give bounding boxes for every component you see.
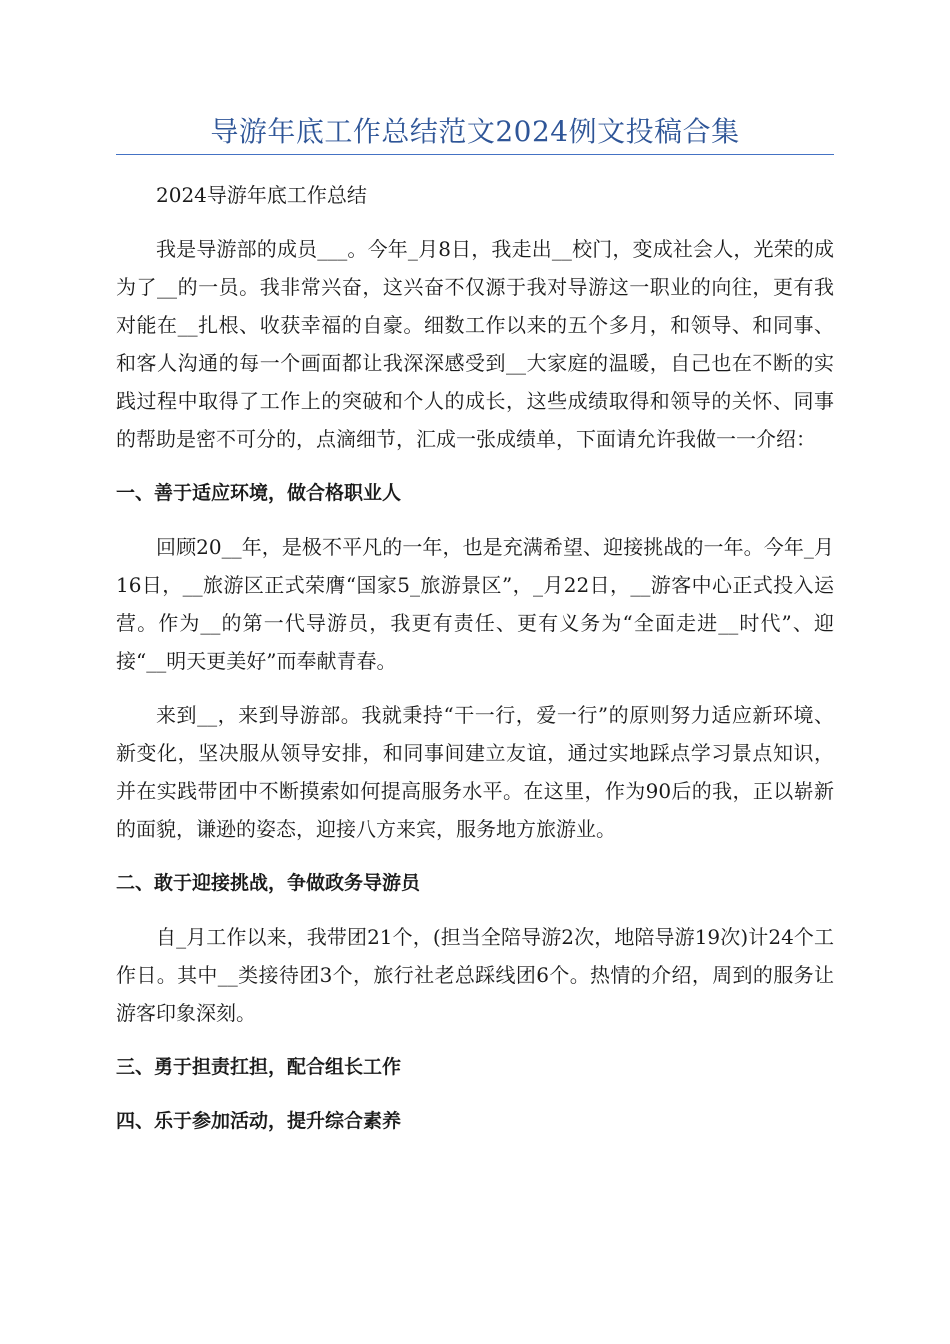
document-subtitle: 2024导游年底工作总结 <box>156 183 367 207</box>
title-underline <box>116 154 834 155</box>
section-heading-2: 二、敢于迎接挑战，争做政务导游员 <box>116 872 421 894</box>
section-heading-3: 三、勇于担责扛担，配合组长工作 <box>116 1056 402 1078</box>
paragraph-adapt: 来到__，来到导游部。我就秉持“干一行，爱一行”的原则努力适应新环境、新变化，坚决服从领导安排，和同事间建立友谊，通过实地踩点学习景点知识，并在实践带团中不断摸索如何提高服务水平。在这里，作为90后的我，正以崭新的面貌，谦逊的姿态，迎接八方来宾，服务地方旅游业。 <box>116 703 834 841</box>
section-heading-1: 一、善于适应环境，做合格职业人 <box>116 482 402 504</box>
document-body <box>116 176 834 1156</box>
paragraph-review: 回顾20__年，是极不平凡的一年，也是充满希望、迎接挑战的一年。今年_月16日，__旅游区正式荣膺“国家5_旅游景区”，_月22日，__游客中心正式投入运营。作为__的第一代导游员，我更有责任、更有义务为“全面走进__时代”、迎接“__明天更美好”而奉献青春。 <box>116 535 834 673</box>
document-title: 导游年底工作总结范文2024例文投稿合集 <box>210 115 740 148</box>
paragraph-tours: 自_月工作以来，我带团21个，(担当全陪导游2次，地陪导游19次)计24个工作日。其中__类接待团3个，旅行社老总踩线团6个。热情的介绍，周到的服务让游客印象深刻。 <box>116 925 834 1025</box>
section-heading-4: 四、乐于参加活动，提升综合素养 <box>116 1110 402 1132</box>
paragraph-intro: 我是导游部的成员___。今年_月8日，我走出__校门，变成社会人，光荣的成为了__的一员。我非常兴奋，这兴奋不仅源于我对导游这一职业的向往，更有我对能在__扎根、收获幸福的自豪。细数工作以来的五个多月，和领导、和同事、和客人沟通的每一个画面都让我深深感受到__大家庭的温暖，自己也在不断的实践过程中取得了工作上的突破和个人的成长，这些成绩取得和领导的关怀、同事的帮助是密不可分的，点滴细节，汇成一张成绩单，下面请允许我做一一介绍： <box>116 237 834 451</box>
